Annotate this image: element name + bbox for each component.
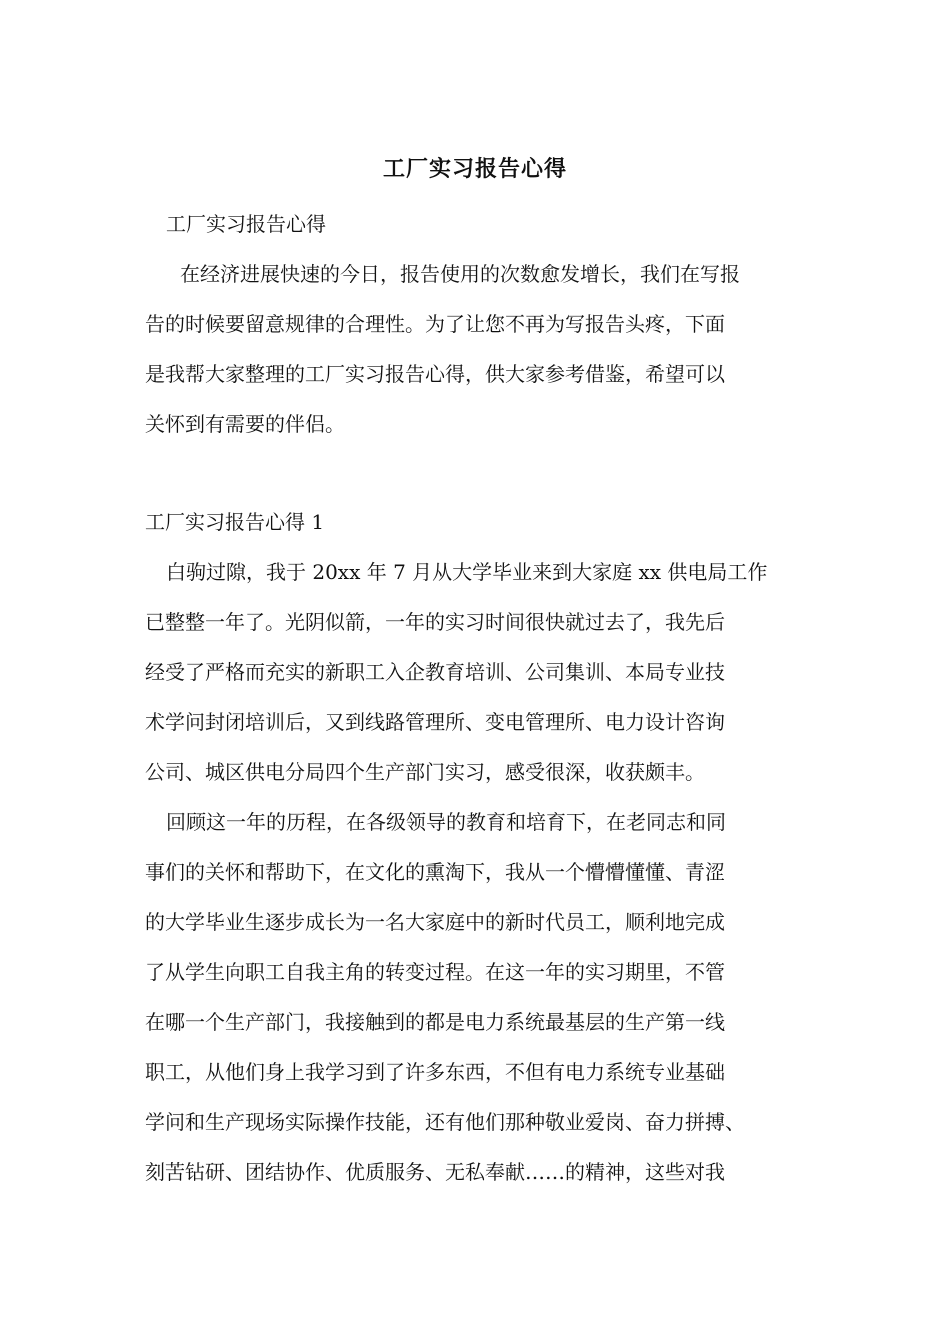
paragraph-line: 在哪一个生产部门，我接触到的都是电力系统最基层的生产第一线 [145,1010,725,1034]
paragraph-line: 经受了严格而充实的新职工入企教育培训、公司集训、本局专业技 [145,660,725,684]
paragraph-line: 学问和生产现场实际操作技能，还有他们那种敬业爱岗、奋力拼搏、 [145,1110,745,1134]
paragraph-line: 已整整一年了。光阴似箭，一年的实习时间很快就过去了，我先后 [145,610,725,634]
paragraph-line: 了从学生向职工自我主角的转变过程。在这一年的实习期里，不管 [145,960,725,984]
intro-line: 是我帮大家整理的工厂实习报告心得，供大家参考借鉴，希望可以 [145,362,725,386]
paragraph-line: 刻苦钻研、团结协作、优质服务、无私奉献……的精神，这些对我 [145,1160,725,1184]
paragraph-line: 的大学毕业生逐步成长为一名大家庭中的新时代员工，顺利地完成 [145,910,725,934]
paragraph-line: 回顾这一年的历程，在各级领导的教育和培育下，在老同志和同 [166,810,726,834]
paragraph-line: 白驹过隙，我于 20xx 年 7 月从大学毕业来到大家庭 xx 供电局工作 [166,560,768,584]
intro-line: 关怀到有需要的伴侣。 [145,412,345,436]
paragraph-line: 职工，从他们身上我学习到了许多东西，不但有电力系统专业基础 [145,1060,725,1084]
intro-line: 告的时候要留意规律的合理性。为了让您不再为写报告头疼，下面 [145,312,725,336]
intro-line: 在经济进展快速的今日，报告使用的次数愈发增长，我们在写报 [180,262,740,286]
document-subtitle: 工厂实习报告心得 [166,212,326,236]
paragraph-line: 术学问封闭培训后，又到线路管理所、变电管理所、电力设计咨询 [145,710,725,734]
document-title: 工厂实习报告心得 [382,156,567,182]
paragraph-line: 事们的关怀和帮助下，在文化的熏淘下，我从一个懵懵懂懂、青涩 [145,860,725,884]
paragraph-line: 公司、城区供电分局四个生产部门实习，感受很深，收获颇丰。 [145,760,705,784]
section-heading: 工厂实习报告心得 1 [145,510,325,534]
